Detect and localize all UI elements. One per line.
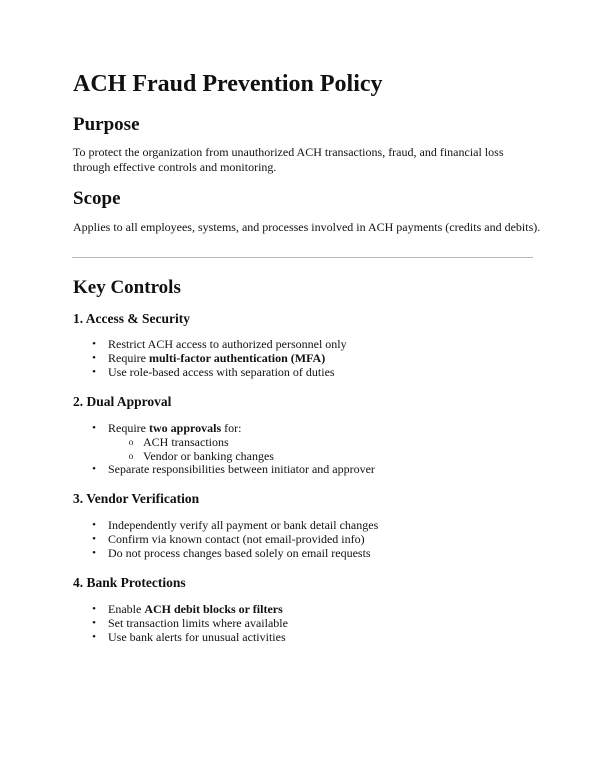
purpose-text-line-2: through effective controls and monitoring.	[73, 160, 277, 174]
purpose-text-line-1: To protect the organization from unauthorized ACH transactions, fraud, and financial loss	[73, 145, 504, 159]
list-item-text: Independently verify all payment or bank detail changes	[108, 518, 379, 532]
list-item-text	[108, 602, 283, 616]
list-item-text-plain: Enable	[108, 602, 145, 616]
circle-bullet-icon: o	[128, 437, 134, 447]
list-item-text-bold: two approvals	[149, 421, 222, 435]
list-item-text	[108, 421, 241, 435]
purpose-heading: Purpose	[73, 114, 140, 135]
list-item-text-plain: Require	[108, 421, 149, 435]
bank-protections-heading: 4. Bank Protections	[73, 575, 186, 590]
bullet-icon: •	[92, 352, 96, 364]
list-item-text: Set transaction limits where available	[108, 616, 288, 630]
list-item-text: Use bank alerts for unusual activities	[108, 630, 286, 644]
bullet-icon: •	[92, 533, 96, 545]
section-divider	[72, 257, 533, 258]
bullet-icon: •	[92, 631, 96, 643]
bullet-icon: •	[92, 547, 96, 559]
list-item-text-bold: ACH debit blocks or filters	[144, 602, 283, 616]
bullet-icon: •	[92, 603, 96, 615]
bullet-icon: •	[92, 422, 96, 434]
bullet-icon: •	[92, 617, 96, 629]
vendor-verification-heading: 3. Vendor Verification	[73, 491, 200, 506]
list-item-text: Restrict ACH access to authorized personnel only	[108, 337, 347, 351]
access-security-heading: 1. Access & Security	[73, 311, 190, 326]
list-item-text	[108, 351, 325, 365]
dual-approval-heading: 2. Dual Approval	[73, 394, 172, 409]
bullet-icon: •	[92, 463, 96, 475]
list-item-text: Use role-based access with separation of duties	[108, 365, 335, 379]
bullet-icon: •	[92, 338, 96, 350]
scope-text: Applies to all employees, systems, and processes involved in ACH payments (credits and debits).	[73, 220, 541, 234]
key-controls-heading: Key Controls	[73, 277, 181, 298]
list-item-text: Confirm via known contact (not email-provided info)	[108, 532, 365, 546]
bullet-icon: •	[92, 519, 96, 531]
sub-list-item-text: Vendor or banking changes	[143, 449, 274, 463]
sub-list-item-text: ACH transactions	[143, 435, 229, 449]
bullet-icon: •	[92, 366, 96, 378]
list-item-text-plain: Require	[108, 351, 149, 365]
circle-bullet-icon: o	[128, 451, 134, 461]
list-item-text-plain: for:	[221, 421, 242, 435]
list-item-text-bold: multi-factor authentication (MFA)	[149, 351, 326, 365]
list-item-text: Separate responsibilities between initiator and approver	[108, 462, 375, 476]
list-item-text: Do not process changes based solely on email requests	[108, 546, 371, 560]
scope-heading: Scope	[73, 188, 121, 209]
page-title: ACH Fraud Prevention Policy	[73, 71, 383, 97]
